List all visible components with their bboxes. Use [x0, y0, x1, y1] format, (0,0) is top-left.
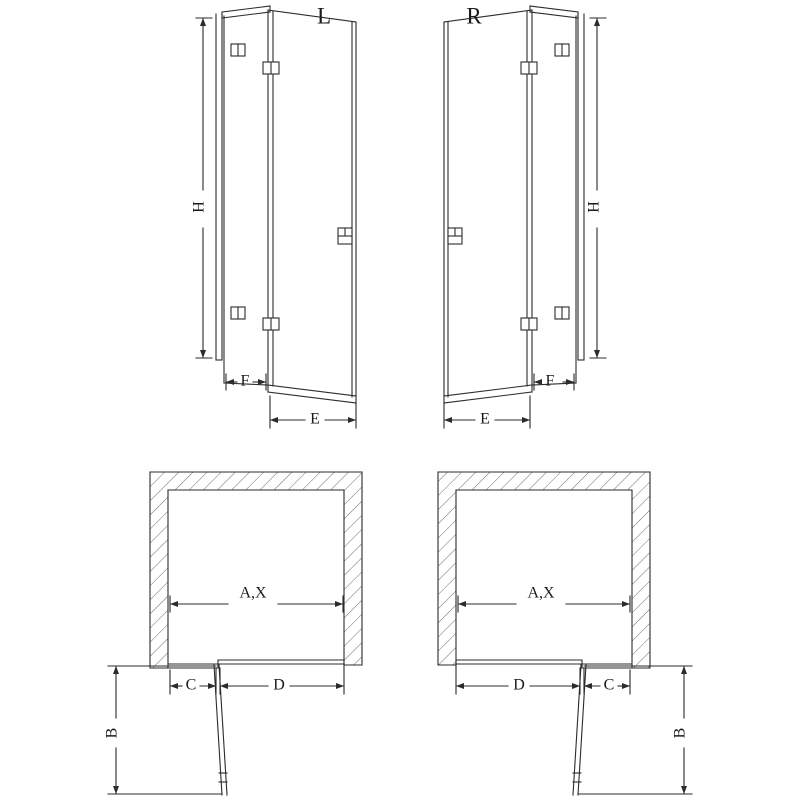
dim-label-b-right: B — [671, 727, 689, 739]
dim-label-f-left: F — [240, 372, 250, 390]
dim-label-d-right: D — [513, 676, 525, 694]
dim-label-d-left: D — [273, 676, 285, 694]
dim-label-b-left: B — [103, 727, 121, 739]
elevation-right-view — [444, 6, 606, 428]
elevation-left-view — [196, 6, 356, 428]
dim-label-ax-left: A,X — [239, 584, 267, 602]
label-variant-right: R — [466, 3, 482, 29]
dim-label-h-right: H — [585, 201, 603, 213]
dim-label-e-left: E — [310, 410, 320, 428]
dim-label-ax-right: A,X — [527, 584, 555, 602]
dim-label-c-right: C — [603, 676, 615, 694]
dim-label-f-right: F — [545, 372, 555, 390]
dim-label-e-right: E — [480, 410, 490, 428]
plan-right-view — [438, 472, 692, 795]
plan-left-view — [108, 472, 362, 795]
dim-label-h-left: H — [190, 201, 208, 213]
dim-label-c-left: C — [185, 676, 197, 694]
label-variant-left: L — [316, 3, 332, 29]
